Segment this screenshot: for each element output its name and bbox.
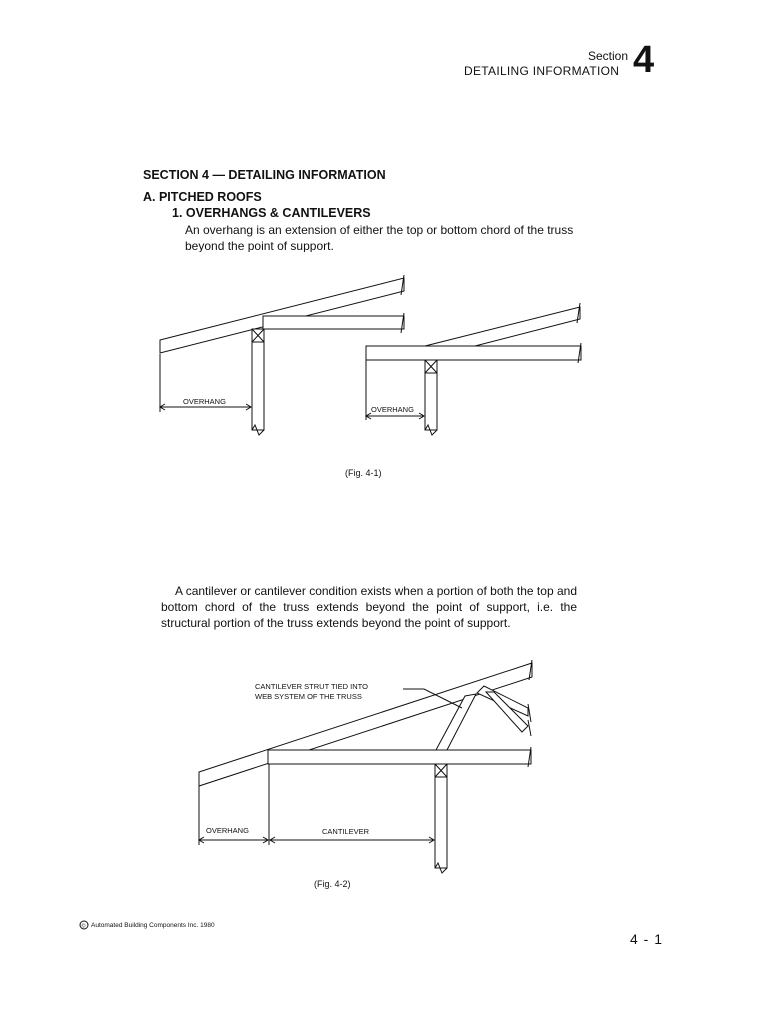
section-title-header: DETAILING INFORMATION bbox=[464, 64, 620, 78]
fig2-callout-line-1: CANTILEVER STRUT TIED INTO bbox=[255, 682, 368, 691]
fig1-left-overhang-label: OVERHANG bbox=[183, 397, 226, 406]
page-number: 4 - 1 bbox=[630, 931, 664, 947]
fig2-truss-diagram bbox=[199, 660, 532, 873]
fig2-callout-line-2: WEB SYSTEM OF THE TRUSS bbox=[255, 692, 362, 701]
fig2-overhang-label: OVERHANG bbox=[206, 826, 249, 835]
fig1-right-overhang-label: OVERHANG bbox=[371, 405, 414, 414]
cantilever-paragraph: A cantilever or cantilever condition exists when a portion of both the top and bottom chord of the truss extends beyond the point of support, i.e. the structural portion of the truss extends beyond the point of support. bbox=[161, 584, 577, 630]
fig2-cantilever-label: CANTILEVER bbox=[322, 827, 370, 836]
fig2-caption: (Fig. 4-2) bbox=[314, 879, 351, 889]
subsection-heading-a: A. PITCHED ROOFS bbox=[143, 190, 262, 204]
section-label: Section bbox=[588, 49, 629, 63]
section-number: 4 bbox=[633, 39, 655, 81]
copyright-notice: Automated Building Components Inc. 1980 bbox=[91, 922, 215, 929]
subsection-heading-1: 1. OVERHANGS & CANTILEVERS bbox=[172, 206, 371, 220]
overhang-paragraph: An overhang is an extension of either the top or bottom chord of the truss beyond the point of support. bbox=[185, 223, 574, 252]
copyright-symbol: © bbox=[81, 923, 86, 930]
page-title: SECTION 4 — DETAILING INFORMATION bbox=[143, 168, 386, 182]
fig1-caption: (Fig. 4-1) bbox=[345, 468, 382, 478]
